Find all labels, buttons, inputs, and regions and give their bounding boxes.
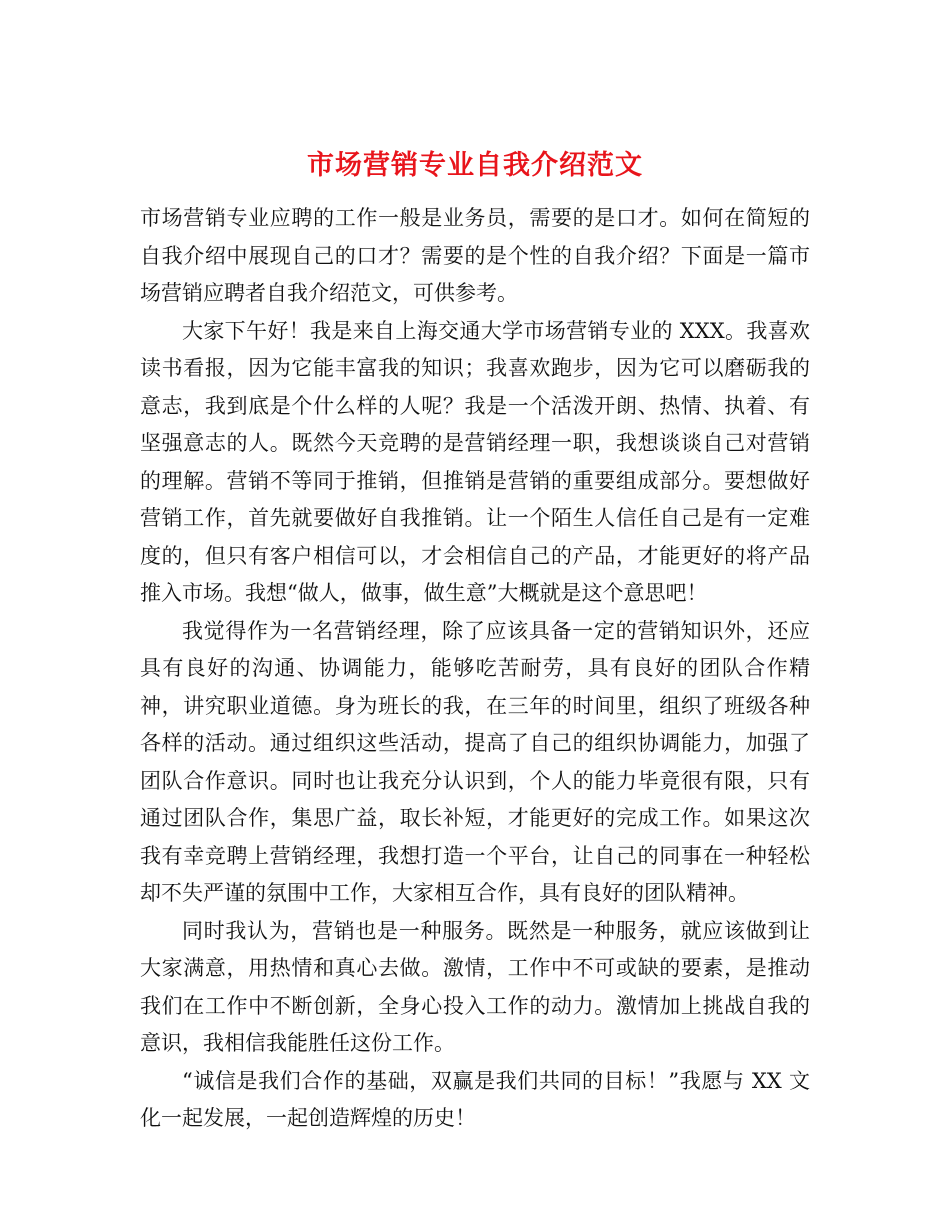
paragraph-service: 同时我认为，营销也是一种服务。既然是一种服务，就应该做到让大家满意，用热情和真心去做。激情，工作中不可或缺的要素，是推动我们在工作中不断创新，全身心投入工作的动力。激情加上挑战自我的意识，我相信我能胜任这份工作。 xyxy=(140,918,810,1055)
document-title: 市场营销专业自我介绍范文 xyxy=(307,150,643,182)
paragraph-closing: “诚信是我们合作的基础，双赢是我们共同的目标！”我愿与 XX 文化一起发展，一起创造辉煌的历史！ xyxy=(140,1068,810,1130)
paragraph-greeting: 大家下午好！我是来自上海交通大学市场营销专业的 XXX。我喜欢读书看报，因为它能丰富我的知识；我喜欢跑步，因为它可以磨砺我的意志，我到底是个什么样的人呢？我是一个活泼开朗、热情、执着、有坚强意志的人。既然今天竞聘的是营销经理一职，我想谈谈自己对营销的理解。营销不等同于推销，但推销是营销的重要组成部分。要想做好营销工作，首先就要做好自我推销。让一个陌生人信任自己是有一定难度的，但只有客户相信可以，才会相信自己的产品，才能更好的将产品推入市场。我想“做人，做事，做生意”大概就是这个意思吧！ xyxy=(140,318,810,605)
document-body xyxy=(140,200,810,1138)
paragraph-intro: 市场营销专业应聘的工作一般是业务员，需要的是口才。如何在简短的自我介绍中展现自己的口才？需要的是个性的自我介绍？下面是一篇市场营销应聘者自我介绍范文，可供参考。 xyxy=(140,206,810,305)
paragraph-qualities: 我觉得作为一名营销经理，除了应该具备一定的营销知识外，还应具有良好的沟通、协调能力，能够吃苦耐劳，具有良好的团队合作精神，讲究职业道德。身为班长的我，在三年的时间里，组织了班级各种各样的活动。通过组织这些活动，提高了自己的组织协调能力，加强了团队合作意识。同时也让我充分认识到，个人的能力毕竟很有限，只有通过团队合作，集思广益，取长补短，才能更好的完成工作。如果这次我有幸竞聘上营销经理，我想打造一个平台，让自己的同事在一种轻松却不失严谨的氛围中工作，大家相互合作，具有良好的团队精神。 xyxy=(140,618,810,905)
